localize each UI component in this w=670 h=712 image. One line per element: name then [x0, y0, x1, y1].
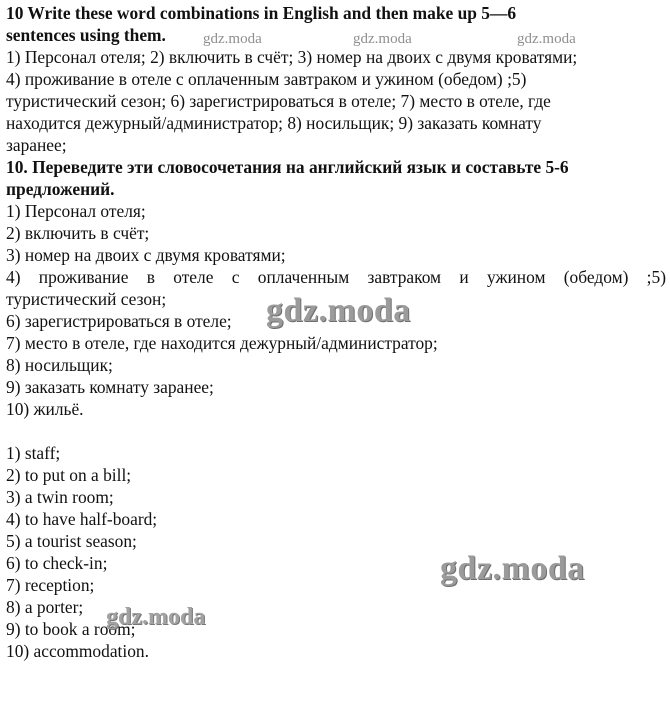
intro-line: находится дежурный/администратор; 8) носильщик; 9) заказать комнату — [6, 113, 542, 133]
ru-list-item: туристический сезон; — [6, 289, 167, 309]
exercise-title-en-cont: sentences using them. — [6, 25, 166, 45]
en-list-item: 3) a twin room; — [6, 487, 114, 507]
ru-list-item: 8) носильщик; — [6, 355, 113, 375]
watermark-logo: gdz.moda — [266, 292, 411, 329]
spacer — [6, 420, 666, 442]
en-list-item: 1) staff; — [6, 443, 61, 463]
ru-list-item: 1) Персонал отеля; — [6, 201, 146, 221]
en-list-item: 6) to check-in; — [6, 553, 108, 573]
en-list-item: 8) a porter; — [6, 597, 84, 617]
exercise-title-en: 10 Write these word combinations in English and then make up 5—6 — [6, 3, 517, 23]
ru-list-item: 9) заказать комнату заранее; — [6, 377, 214, 397]
watermark-logo: gdz.moda — [203, 31, 262, 47]
watermark-logo: gdz.moda — [440, 550, 585, 587]
en-list-item: 4) to have half-board; — [6, 509, 158, 529]
intro-line: туристический сезон; 6) зарегистрироваться в отеле; 7) место в отеле, где — [6, 91, 551, 111]
en-list-item: 9) to book a room; — [6, 619, 136, 639]
en-list-item: 5) a tourist season; — [6, 531, 137, 551]
exercise-title-ru-cont: предложений. — [6, 179, 115, 199]
watermark-logo: gdz.moda — [106, 604, 206, 630]
en-list-item: 7) reception; — [6, 575, 95, 595]
en-list-item: 10) accommodation. — [6, 641, 149, 661]
en-list-item: 2) to put on a bill; — [6, 465, 132, 485]
ru-list-item: 4) проживание в отеле с оплаченным завтраком и ужином (обедом) ;5) — [6, 267, 666, 287]
watermark-logo: gdz.moda — [517, 31, 576, 47]
intro-line: заранее; — [6, 135, 67, 155]
exercise-title-ru: 10. Переведите эти словосочетания на английский язык и составьте 5-6 — [6, 157, 569, 177]
ru-list-item: 2) включить в счёт; — [6, 223, 150, 243]
intro-line: 1) Персонал отеля; 2) включить в счёт; 3) номер на двоих с двумя кроватями; — [6, 47, 578, 67]
ru-list-item: 7) место в отеле, где находится дежурный/администратор; — [6, 333, 438, 353]
ru-list-item: 3) номер на двоих с двумя кроватями; — [6, 245, 286, 265]
ru-list-item: 6) зарегистрироваться в отеле; — [6, 311, 232, 331]
intro-line: 4) проживание в отеле с оплаченным завтраком и ужином (обедом) ;5) — [6, 69, 527, 89]
ru-list-item: 10) жильё. — [6, 399, 84, 419]
watermark-logo: gdz.moda — [353, 31, 412, 47]
